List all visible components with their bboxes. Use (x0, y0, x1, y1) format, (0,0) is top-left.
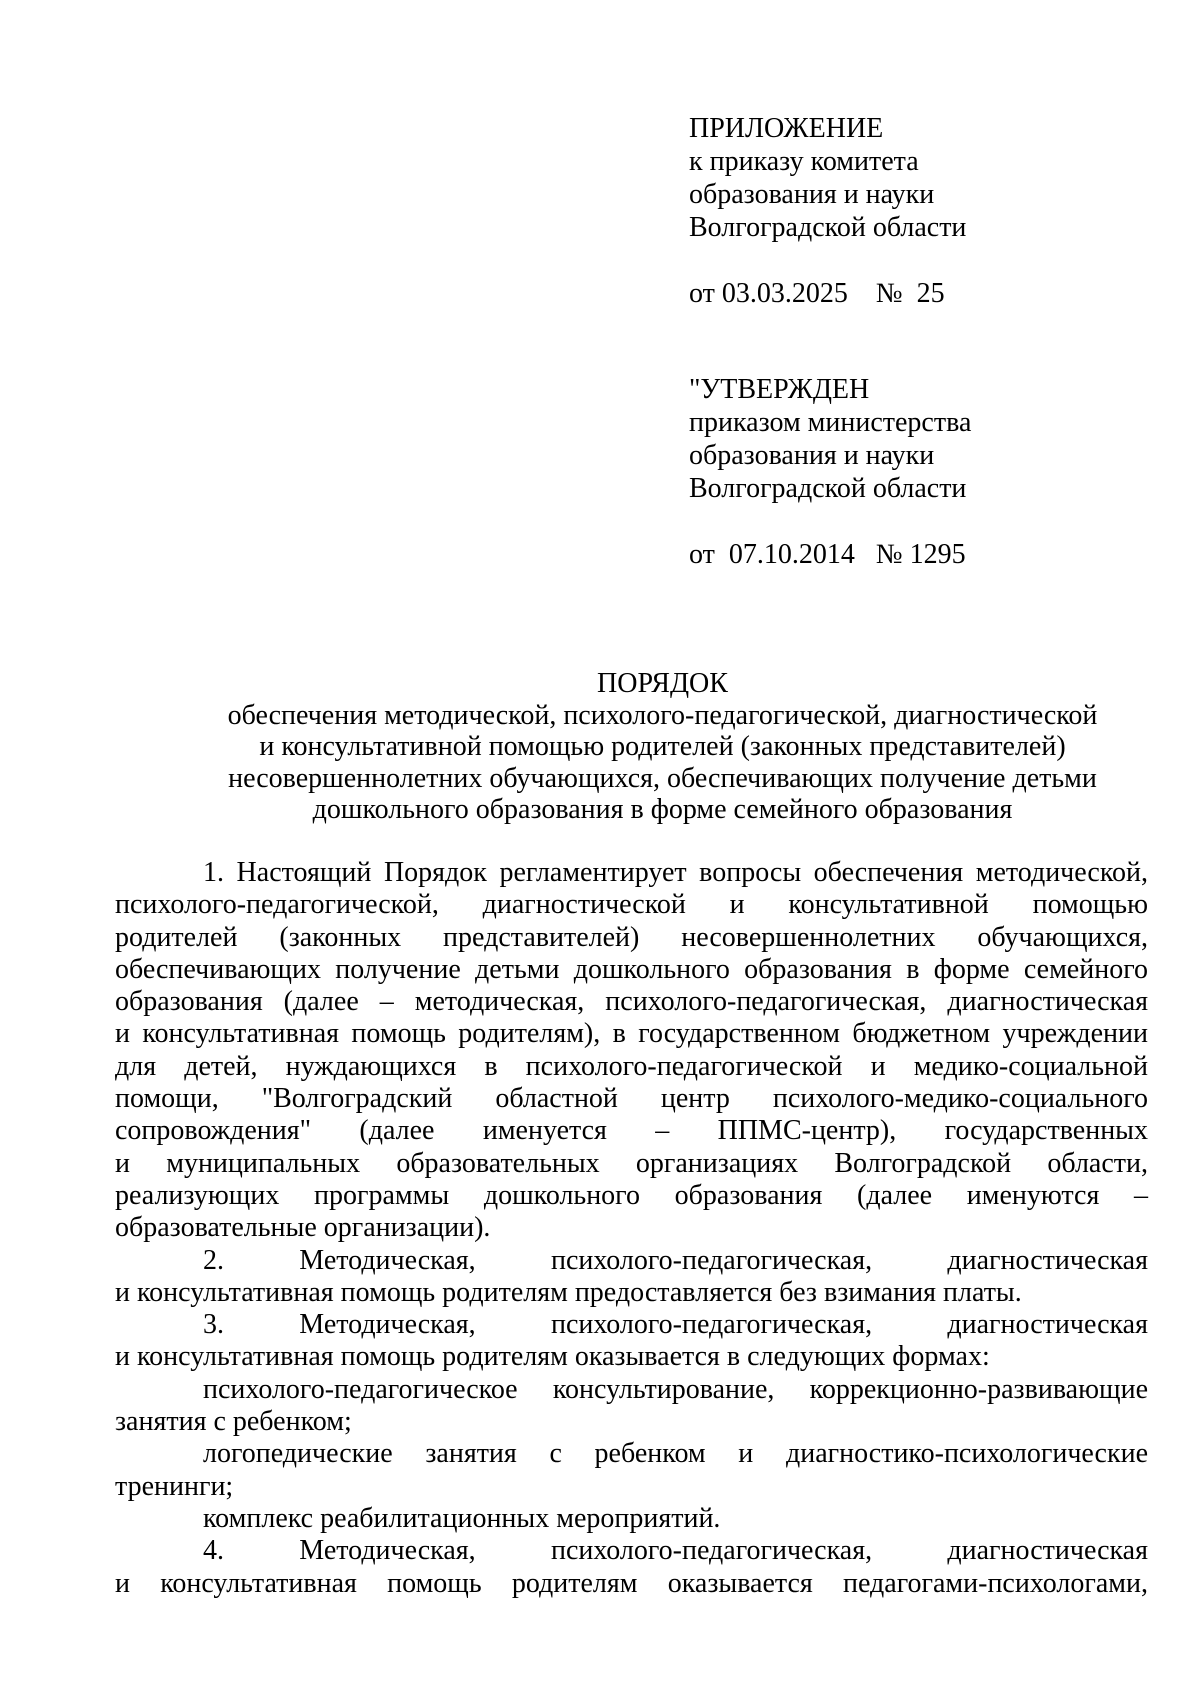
title-heading: ПОРЯДОК (597, 668, 728, 699)
annex-line: Волгоградской области (689, 212, 967, 243)
text-line: и консультативная помощь родителям оказывается педагогами-психологами, (115, 1567, 1148, 1599)
document-body (115, 857, 1148, 1600)
text-line: 2. Методическая, психолого-педагогическая, диагностическая (203, 1244, 1148, 1276)
title-subline: обеспечения методической, психолого-педагогической, диагностической (227, 699, 1098, 731)
title-subline: несовершеннолетних обучающихся, обеспечивающих получение детьми (228, 762, 1097, 794)
approved-header (689, 373, 1149, 505)
text-line: и консультативная помощь родителям), в государственном бюджетном учреждении (115, 1018, 1148, 1050)
annex-header (689, 112, 1149, 244)
paragraph-4 (115, 1535, 1148, 1600)
text-line: комплекс реабилитационных мероприятий. (203, 1502, 721, 1534)
approved-line: приказом министерства (689, 407, 972, 438)
text-line: 1. Настоящий Порядок регламентирует вопросы обеспечения методической, (203, 857, 1148, 888)
text-line: сопровождения" (далее именуется – ППМС-центр), государственных (115, 1115, 1148, 1147)
approved-heading: "УТВЕРЖДЕН (689, 374, 870, 405)
annex-date-line: от 03.03.2025 № 25 (689, 278, 945, 309)
title-subline: дошкольного образования в форме семейного образования (312, 794, 1013, 825)
text-line: 3. Методическая, психолого-педагогическая, диагностическая (203, 1309, 1148, 1341)
text-line: логопедические занятия с ребенком и диагностико-психологические (203, 1438, 1148, 1470)
text-line: психолого-педагогической, диагностической и консультативной помощью (115, 889, 1148, 921)
text-line: реализующих программы дошкольного образования (далее именуются – (115, 1179, 1148, 1211)
text-line: занятия с ребенком; (115, 1406, 352, 1438)
text-line: образовательные организации). (115, 1212, 491, 1244)
form-item-consulting (115, 1374, 1148, 1439)
approved-line: Волгоградской области (689, 473, 967, 504)
text-line: и консультативная помощь родителям оказывается в следующих формах: (115, 1341, 990, 1373)
approved-date-number (689, 538, 1149, 571)
title-subline: и консультативной помощью родителей (законных представителей) (259, 731, 1066, 762)
text-line: помощи, "Волгоградский областной центр психолого-медико-социального (115, 1083, 1148, 1115)
annex-date-number (689, 277, 1149, 310)
form-item-speech-therapy (115, 1438, 1148, 1503)
annex-line: к приказу комитета (689, 146, 919, 177)
annex-line: образования и науки (689, 179, 935, 210)
text-line: тренинги; (115, 1470, 234, 1502)
form-item-rehabilitation (115, 1503, 1148, 1535)
text-line: родителей (законных представителей) несовершеннолетних обучающихся, (115, 921, 1148, 953)
annex-heading: ПРИЛОЖЕНИЕ (689, 113, 884, 144)
text-line: 4. Методическая, психолого-педагогическая, диагностическая (203, 1535, 1148, 1567)
document-title (100, 668, 1200, 826)
text-line: и консультативная помощь родителям предоставляется без взимания платы. (115, 1276, 1022, 1308)
paragraph-1 (115, 857, 1148, 1245)
approved-line: образования и науки (689, 440, 935, 471)
paragraph-3 (115, 1309, 1148, 1374)
text-line: и муниципальных образовательных организациях Волгоградской области, (115, 1147, 1148, 1179)
text-line: для детей, нуждающихся в психолого-педагогической и медико-социальной (115, 1050, 1148, 1082)
paragraph-2 (115, 1245, 1148, 1310)
text-line: психолого-педагогическое консультирование, коррекционно-развивающие (203, 1373, 1148, 1405)
approved-date-line: от 07.10.2014 № 1295 (689, 539, 966, 570)
text-line: образования (далее – методическая, психолого-педагогическая, диагностическая (115, 986, 1148, 1018)
text-line: обеспечивающих получение детьми дошкольного образования в форме семейного (115, 953, 1148, 985)
